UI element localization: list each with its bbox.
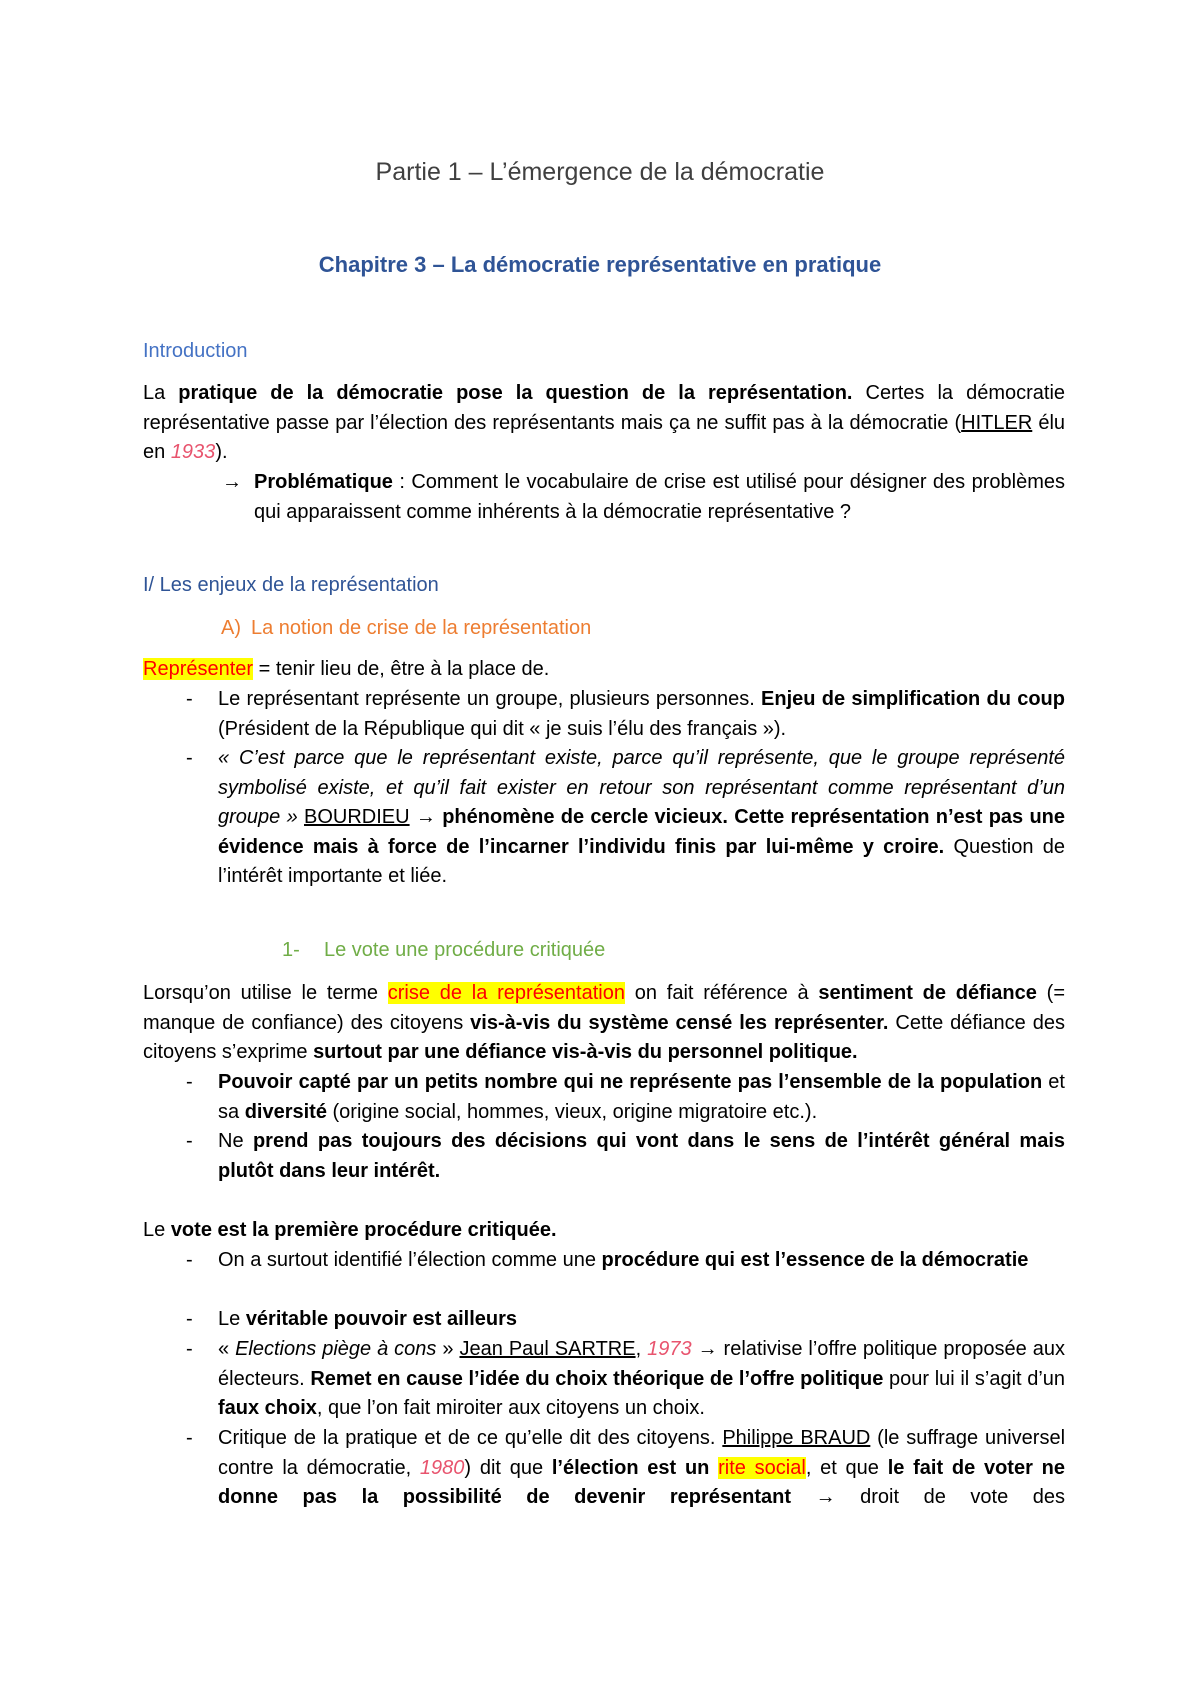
bold-run: vis-à-vis du système censé les représenter.	[470, 1011, 889, 1034]
text-run: ,	[635, 1338, 648, 1360]
introduction-heading: Introduction	[143, 340, 248, 362]
bold-run: surtout par une défiance vis-à-vis du personnel politique.	[313, 1041, 858, 1063]
arrow-icon: →	[415, 806, 436, 828]
bourdieu-name: BOURDIEU	[304, 806, 410, 828]
subsection-label: 1-	[282, 939, 300, 961]
text-run: = tenir lieu de, être à la place de.	[253, 658, 550, 680]
bullet-dash: -	[186, 688, 193, 710]
highlighted-term: rite social	[718, 1456, 806, 1479]
year-1973: 1973	[647, 1338, 692, 1360]
text-run: ) dit que	[464, 1456, 552, 1479]
sartre-name: Jean Paul SARTRE	[459, 1338, 636, 1360]
bold-run: Enjeu de simplification du coup	[761, 688, 1065, 710]
bullet-dash: -	[186, 1427, 193, 1449]
quote-title: Elections piège à cons	[235, 1338, 437, 1360]
bold-run: prend pas toujours des décisions qui vont dans le sens de l’intérêt général mais plutôt dans leur intérêt.	[218, 1130, 1066, 1182]
problematique-paragraph	[254, 468, 1065, 527]
braud-name: Philippe BRAUD	[722, 1427, 871, 1449]
text-run: Le	[143, 1219, 171, 1241]
text-run: »	[436, 1338, 460, 1360]
text-run: → relativise l’offre politique proposée aux électeurs.	[218, 1338, 1065, 1390]
text-run: Cette défiance des citoyens s’exprime	[143, 1011, 1065, 1063]
vote-paragraph	[143, 1216, 1065, 1246]
section-1-heading: I/ Les enjeux de la représentation	[143, 574, 439, 596]
hitler-name: HITLER	[961, 411, 1033, 434]
bullet-dash: -	[186, 1338, 193, 1360]
bold-run: vote est la première procédure critiquée.	[170, 1219, 557, 1241]
bullet-item	[218, 1305, 1065, 1335]
text-run: , que l’on fait miroiter aux citoyens un choix.	[316, 1397, 705, 1419]
bullet-item	[218, 744, 1065, 892]
text-run: (= manque de confiance) des citoyens	[143, 982, 1066, 1034]
arrow-icon: →	[222, 471, 242, 493]
text-run: Le	[218, 1308, 246, 1330]
bullet-dash: -	[186, 1308, 193, 1330]
bullet-dash: -	[186, 1249, 193, 1271]
text-run: Le représentant représente un groupe, plusieurs personnes.	[218, 688, 762, 710]
text-run: «	[218, 1338, 236, 1360]
crisis-paragraph	[143, 979, 1065, 1068]
part-title: Partie 1 – L’émergence de la démocratie	[375, 158, 825, 186]
highlighted-term: crise de la représentation	[387, 982, 625, 1004]
bold-run: pratique de la démocratie pose la question de la représentation.	[178, 382, 853, 404]
bold-run: le fait de voter ne donne pas la possibilité de devenir représentant	[218, 1456, 1065, 1508]
bold-run: Remet en cause l’idée du choix théorique de l’offre politique	[310, 1367, 884, 1390]
bold-run: sentiment de défiance	[818, 982, 1037, 1004]
bullet-item	[218, 1335, 1065, 1424]
text-run: pour lui il s’agit d’un	[883, 1367, 1066, 1390]
text-run: (le suffrage universel contre la démocratie,	[218, 1427, 1065, 1479]
problematique-label: Problématique	[254, 471, 393, 493]
bold-run: phénomène de cercle vicieux. Cette représentation n’est pas une évidence mais à force de l’incarner l’individu finis par lui-même y croire.	[218, 806, 1066, 858]
text-run: Critique de la pratique et de ce qu’elle dit des citoyens.	[218, 1427, 723, 1449]
text-run: Certes la démocratie représentative passe par l’élection des représentants mais ça ne suffit pas à la démocratie (	[143, 382, 1066, 434]
introduction-paragraph	[143, 379, 1065, 468]
text-run: Question de l’intérêt importante et liée.	[218, 835, 1065, 887]
bold-run: l’élection est un	[551, 1456, 719, 1479]
definition-line	[143, 655, 1065, 685]
text-run: élu en	[143, 411, 1066, 463]
highlighted-term: Représenter	[143, 658, 254, 680]
bold-run: diversité	[244, 1100, 327, 1123]
text-run: on fait référence à	[624, 982, 819, 1004]
bullet-dash: -	[186, 1130, 193, 1152]
chapter-title: Chapitre 3 – La démocratie représentative en pratique	[318, 252, 882, 277]
bullet-dash: -	[186, 1071, 193, 1093]
bold-run: Pouvoir capté par un petits nombre qui ne représente pas l’ensemble de la population	[218, 1071, 1043, 1093]
text-run: Lorsqu’on utilise le terme	[143, 982, 388, 1004]
bullet-item	[218, 1068, 1065, 1127]
text-run: , et que	[805, 1456, 888, 1479]
bullet-item	[218, 1246, 1065, 1276]
text-run: ).	[215, 441, 228, 463]
subsection-1-heading	[282, 939, 605, 962]
text-run: La	[143, 382, 179, 404]
text-run: (Président de la République qui dit « je suis l’élu des français »).	[218, 717, 787, 740]
text-run: (origine social, hommes, vieux, origine migratoire etc.).	[326, 1100, 818, 1123]
subsection-label: A)	[221, 617, 241, 639]
bold-run: véritable pouvoir est ailleurs	[245, 1308, 518, 1330]
text-run: et sa	[218, 1071, 1065, 1123]
bold-run: faux choix	[218, 1397, 317, 1419]
subsection-title: La notion de crise de la représentation	[251, 617, 592, 639]
text-run: On a surtout identifié l’élection comme une	[218, 1249, 602, 1271]
year-1933: 1933	[170, 441, 216, 463]
quote-run: « C’est parce que le représentant existe, parce qu’il représente, que le groupe représenté symbolisé existe, et qu’il fait exister en retour son représentant comme représentant d’un groupe »	[218, 747, 1065, 828]
text-run: Ne	[218, 1130, 253, 1152]
problematique-text: : Comment le vocabulaire de crise est utilisé pour désigner des problèmes qui apparaissent comme inhérents à la démocratie représentative ?	[254, 471, 1065, 523]
subsection-a-heading	[221, 617, 591, 640]
bold-run: procédure qui est l’essence de la démocratie	[601, 1249, 1029, 1271]
text-run: → droit de vote des	[791, 1486, 1065, 1508]
subsection-title: Le vote une procédure critiquée	[324, 939, 606, 961]
bullet-item	[218, 1127, 1065, 1186]
bullet-dash: -	[186, 747, 193, 769]
bullet-item	[218, 685, 1065, 744]
year-1980: 1980	[419, 1456, 465, 1479]
bullet-item	[218, 1424, 1065, 1513]
